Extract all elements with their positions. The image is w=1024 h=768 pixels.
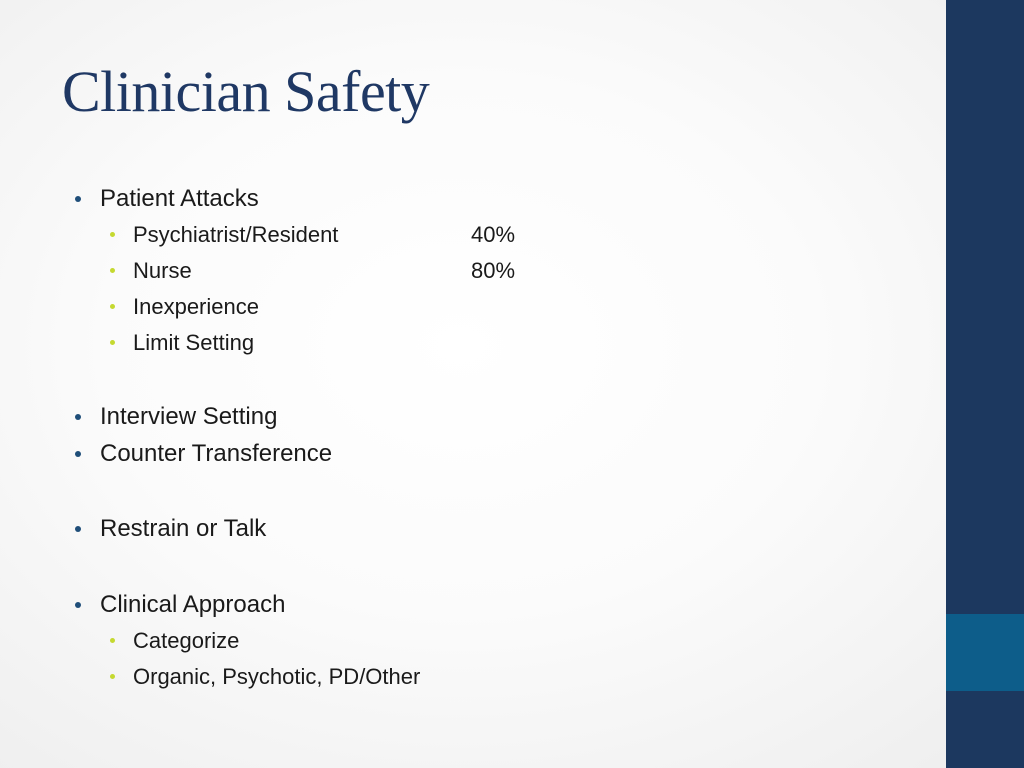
list-item-restrain-or-talk: Restrain or Talk — [100, 515, 267, 542]
bullet-level1-icon — [75, 414, 81, 420]
list-item-psychiatrist-resident: Psychiatrist/Resident — [133, 222, 339, 247]
list-item-limit-setting: Limit Setting — [133, 330, 255, 355]
bullet-level1-icon — [75, 196, 81, 202]
list-item-organic-psychotic: Organic, Psychotic, PD/Other — [133, 664, 421, 689]
list-item-counter-transference: Counter Transference — [100, 440, 333, 467]
list-item-clinical-approach: Clinical Approach — [100, 591, 286, 618]
bullet-level2-icon — [110, 638, 115, 643]
bullet-level1-icon — [75, 451, 81, 457]
list-item-interview-setting: Interview Setting — [100, 403, 278, 430]
list-item-inexperience: Inexperience — [133, 294, 259, 319]
bullet-level2-icon — [110, 304, 115, 309]
bullet-level2-icon — [110, 340, 115, 345]
bullet-level1-icon — [75, 526, 81, 532]
bullet-level2-icon — [110, 674, 115, 679]
slide-title: Clinician Safety — [62, 59, 430, 124]
psychiatrist-resident-percent: 40% — [471, 222, 516, 247]
nurse-percent: 80% — [471, 258, 516, 283]
bullet-level2-icon — [110, 268, 115, 273]
list-item-categorize: Categorize — [133, 628, 240, 653]
list-item-patient-attacks: Patient Attacks — [100, 185, 259, 212]
list-item-nurse: Nurse — [133, 258, 192, 283]
bullet-level1-icon — [75, 602, 81, 608]
sidebar-accent-block — [946, 614, 1024, 691]
bullet-level2-icon — [110, 232, 115, 237]
